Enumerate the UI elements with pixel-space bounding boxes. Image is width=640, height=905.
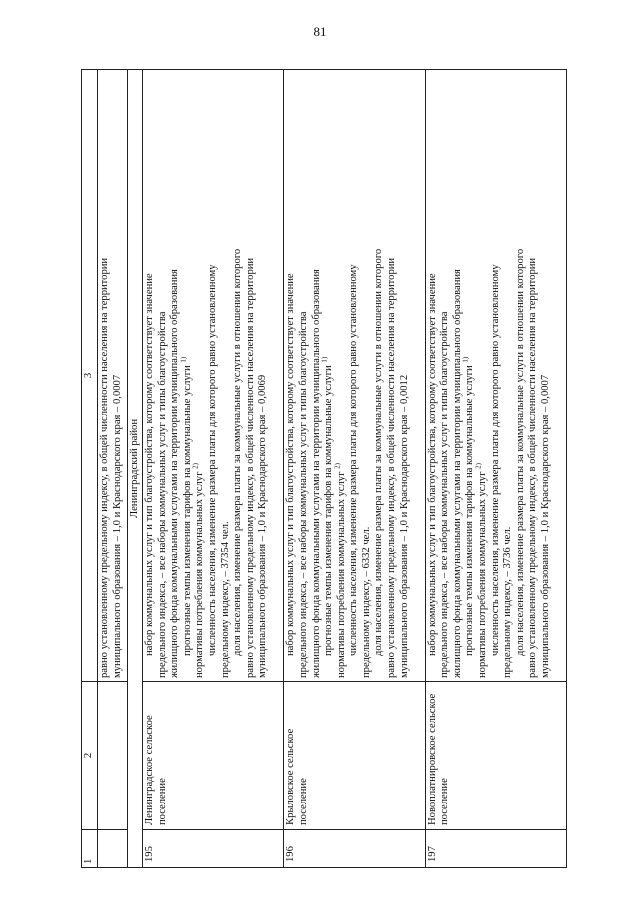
- footnote-mark: 1): [179, 356, 188, 363]
- desc-line: равно установленному предельному индексу, в общей численности населения на территории: [386, 257, 398, 678]
- desc-line: муниципального образования – 1,0 и Краснодарского края – 0,0069: [257, 374, 269, 678]
- footnote-mark: 1): [461, 356, 470, 363]
- header-col-1: 1: [82, 830, 98, 868]
- settlement-name: Новоплатнировское сельское поселение: [425, 682, 566, 830]
- desc-line: жилищного фонда коммунальными услугами на территории муниципального образования: [451, 269, 463, 678]
- row-number: 197: [425, 830, 566, 868]
- rotated-table-container: [81, 70, 567, 868]
- header-col-2: 2: [82, 682, 98, 830]
- table-row: [284, 70, 425, 868]
- desc-line: предельному индексу, – 3736 чел.: [502, 526, 514, 678]
- row-description: [425, 70, 566, 682]
- desc-line: муниципального образования – 1,0 и Краснодарского края – 0,0007: [540, 374, 551, 678]
- desc-line: жилищного фонда коммунальными услугами на территории муниципального образования: [169, 269, 181, 678]
- desc-text: нормативы потребления коммунальных услуг: [194, 471, 206, 678]
- desc-line: [333, 73, 349, 678]
- page-number: 81: [313, 24, 327, 39]
- desc-line: доля населения, изменение размера платы за коммунальные услуги в отношении которого: [373, 248, 385, 656]
- header-col-3: 3: [82, 70, 98, 682]
- header-row: [82, 70, 98, 868]
- settlement-name: Ленинградское сельское поселение: [143, 682, 284, 830]
- continuation-num-cell: [98, 830, 128, 868]
- table-row: [425, 70, 566, 868]
- desc-line: [461, 73, 477, 678]
- desc-line: набор коммунальных услуг и тип благоустройства, которому соответствует значение: [426, 273, 438, 656]
- desc-line: [191, 73, 207, 678]
- settlement-name: Крыловское сельское поселение: [284, 682, 425, 830]
- tariff-index-table: [81, 69, 567, 868]
- continuation-line-2: муниципального образования – 1,0 и Краснодарского края – 0,0007: [111, 374, 123, 678]
- desc-line: численность населения, изменение размера платы для которого равно установленному: [206, 264, 218, 656]
- desc-line: предельного индекса, – все наборы коммунальных услуг и типы благоустройства: [439, 311, 451, 678]
- desc-text: нормативы потребления коммунальных услуг: [335, 471, 347, 678]
- continuation-name-cell: [98, 682, 128, 830]
- desc-line: набор коммунальных услуг и тип благоустройства, которому соответствует значение: [285, 273, 297, 656]
- desc-line: предельному индексу, – 6332 чел.: [360, 526, 372, 678]
- desc-line: предельному индексу, – 37354 чел.: [219, 521, 231, 678]
- row-description: [143, 70, 284, 682]
- footnote-mark: 1): [320, 356, 329, 363]
- desc-text: прогнозные темпы изменения тарифов на коммунальные услуги: [181, 365, 193, 656]
- desc-line: равно установленному предельному индексу, в общей численности населения на территории: [527, 257, 539, 678]
- continuation-row: [98, 70, 128, 868]
- row-number: 195: [143, 830, 284, 868]
- footnote-mark: 2): [333, 463, 342, 469]
- district-row: [128, 70, 143, 868]
- desc-line: жилищного фонда коммунальными услугами на территории муниципального образования: [310, 269, 322, 678]
- desc-line: предельного индекса, – все наборы коммунальных услуг и типы благоустройства: [156, 311, 168, 678]
- footnote-mark: 2): [474, 463, 483, 469]
- desc-line: [320, 73, 336, 678]
- desc-line: доля населения, изменение размера платы за коммунальные услуги в отношении которого: [514, 248, 526, 656]
- table-row: [143, 70, 284, 868]
- row-description: [284, 70, 425, 682]
- desc-line: [179, 73, 195, 678]
- desc-line: численность населения, изменение размера платы для которого равно установленному: [489, 264, 501, 656]
- desc-line: численность населения, изменение размера платы для которого равно установленному: [348, 264, 360, 656]
- continuation-desc-cell: [98, 70, 128, 682]
- footnote-mark: 2): [191, 463, 200, 469]
- row-number: 196: [284, 830, 425, 868]
- district-name: Ленинградский район: [128, 70, 143, 868]
- desc-line: [474, 73, 490, 678]
- desc-line: доля населения, изменение размера платы за коммунальные услуги в отношении которого: [232, 248, 244, 656]
- desc-line: предельного индекса, – все наборы коммунальных услуг и типы благоустройства: [297, 311, 309, 678]
- desc-line: набор коммунальных услуг и тип благоустройства, которому соответствует значение: [144, 273, 155, 656]
- desc-line: равно установленному предельному индексу, в общей численности населения на территории: [244, 257, 256, 678]
- desc-text: прогнозные темпы изменения тарифов на коммунальные услуги: [323, 365, 335, 656]
- desc-line: муниципального образования – 1,0 и Краснодарского края – 0,0012: [398, 374, 410, 678]
- desc-text: прогнозные темпы изменения тарифов на коммунальные услуги: [464, 365, 476, 656]
- desc-text: нормативы потребления коммунальных услуг: [477, 471, 489, 678]
- continuation-line-1: равно установленному предельному индексу, в общей численности населения на территории: [99, 257, 110, 678]
